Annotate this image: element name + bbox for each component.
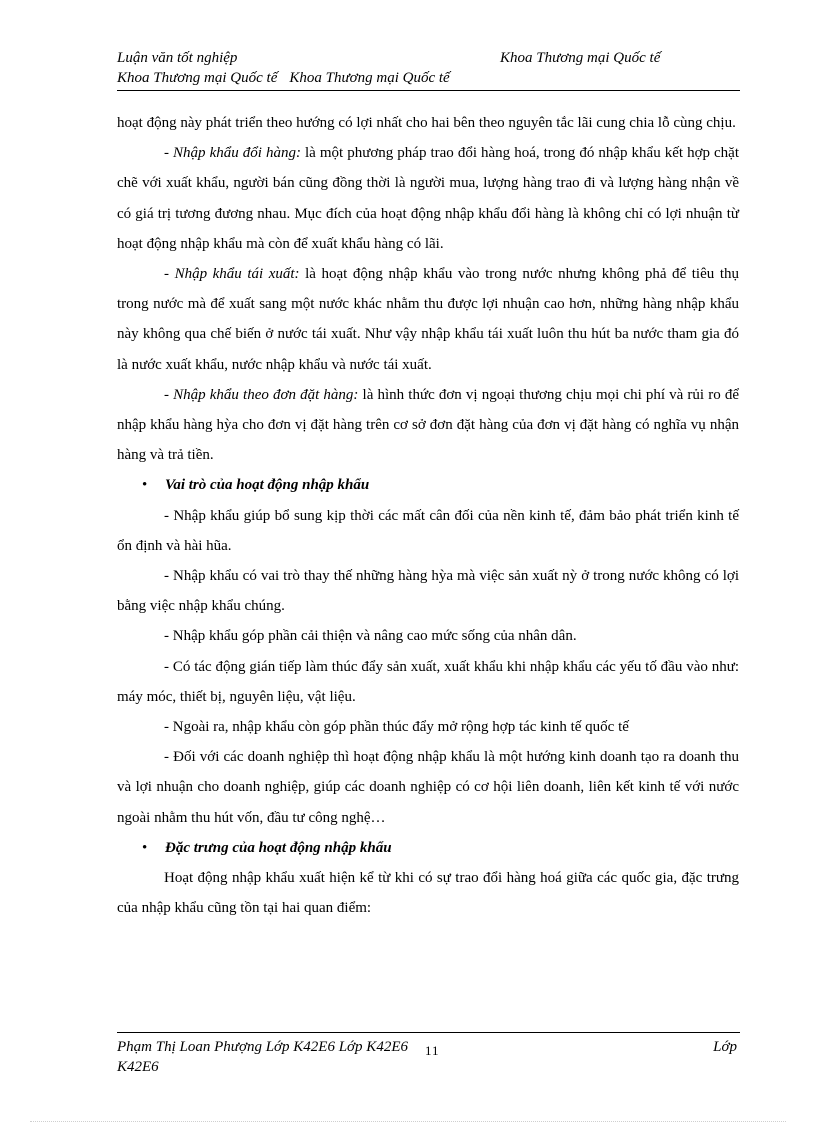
list-item: - Đối với các doanh nghiệp thì hoạt động nhập khẩu là một hướng kinh doanh tạo ra doanh thu và lợi nhuận cho doanh nghiệp, giúp các doanh nghiệp có cơ hội liên doanh, liên kết kinh tế với nước ngoài nhằm thu hút vốn, đầu tư công nghệ… [117,749,739,826]
heading-text: Đặc trưng của hoạt động nhập khẩu [165,839,392,856]
paragraph: Hoạt động nhập khẩu xuất hiện kể từ khi có sự trao đổi hàng hoá giữa các quốc gia, đặc trưng của nhập khẩu cũng tồn tại hai quan điểm: [117,870,739,917]
footer-class-label: Lớp [713,1039,737,1055]
dash: - [164,386,174,403]
header-faculty-label: Khoa Thương mại Quốc tế [500,50,661,66]
bullet-icon: • [142,477,148,494]
paragraph-text: là hoạt động nhập khẩu vào trong nước nhưng không phả để tiêu thụ trong nước mà để xuất sang một nước khác nhằm thu được lợi nhuận cao hơn, những hàng nhập khẩu này không qua chế biến ở nước tái xuất. Như vậy nhập khẩu tái xuất luôn thu hút ba nước tham gia đó là nước xuất khẩu, nước nhập khẩu và nước tái xuất. [117,266,739,373]
header-faculty-repeat-2: Khoa Thương mại Quốc tế [289,70,450,86]
dash: - [164,266,175,283]
heading-text: Vai trò của hoạt động nhập khẩu [165,477,370,494]
paragraph-text: là một phương pháp trao đổi hàng hoá, trong đó nhập khẩu kết hợp chặt chẽ với xuất khẩu, người bán cũng đồng thời là người mua, lượng hàng trao đi và lượng hàng nhận về có giá trị tương đương nhau. Mục đích của hoạt động nhập khẩu đổi hàng là không chỉ có lợi nhuận từ hoạt động nhập khẩu mà còn để xuất khẩu hàng có lãi. [117,145,740,252]
footer-author: Phạm Thị Loan Phượng Lớp K42E6 Lớp K42E6 [117,1039,408,1055]
term-re-export-import: Nhập khẩu tái xuất: [174,266,300,283]
paragraph: hoạt động này phát triển theo hướng có lợi nhất cho hai bên theo nguyên tắc lãi cung chia lỗ cùng chịu. [117,115,736,131]
section-heading-role [117,470,739,500]
section-heading-characteristics [117,833,739,863]
list-item: - Nhập khẩu giúp bổ sung kịp thời các mất cân đối của nền kinh tế, đảm bảo phát triển kinh tế ổn định và hài hũa. [117,507,739,554]
list-item: - Có tác động gián tiếp làm thúc đẩy sản xuất, xuất khẩu khi nhập khẩu các yếu tố đầu vào như: máy móc, thiết bị, nguyên liệu, vật liệu. [117,658,739,705]
page-number: 11 [425,1043,440,1058]
bullet-icon: • [142,839,148,856]
header-faculty-repeat-1: Khoa Thương mại Quốc tế [117,70,278,86]
page-header [117,48,740,91]
term-barter-import: Nhập khẩu đổi hàng: [173,145,301,162]
paragraph-re-export-import [117,259,739,380]
list-item: - Nhập khẩu góp phần cải thiện và nâng cao mức sống của nhân dân. [164,628,577,645]
list-item: - Ngoài ra, nhập khẩu còn góp phần thúc đẩy mở rộng hợp tác kinh tế quốc tế [164,719,629,736]
page-footer [117,1032,740,1077]
dash: - [164,145,174,162]
list-item: - Nhập khẩu có vai trò thay thế những hàng hỳa mà việc sản xuất nỳ ở trong nước không có lợi bằng việc nhập khẩu chúng. [117,568,739,615]
term-order-import: Nhập khẩu theo đơn đặt hàng: [173,386,359,403]
page-boundary [30,1121,786,1122]
footer-class-code: K42E6 [117,1059,159,1075]
paragraph-order-import [117,380,739,471]
header-thesis-label: Luận văn tốt nghiệp [117,50,238,66]
paragraph-barter-import [117,138,739,259]
document-body [117,108,739,923]
paragraph-text: là hình thức đơn vị ngoại thương chịu mọi chi phí và rủi ro để nhập khẩu hàng hỳa cho đơn vị đặt hàng trên cơ sở đơn đặt hàng của đơn vị đặt hàng có nghĩa vụ nhận hàng và trả tiền. [117,386,739,464]
